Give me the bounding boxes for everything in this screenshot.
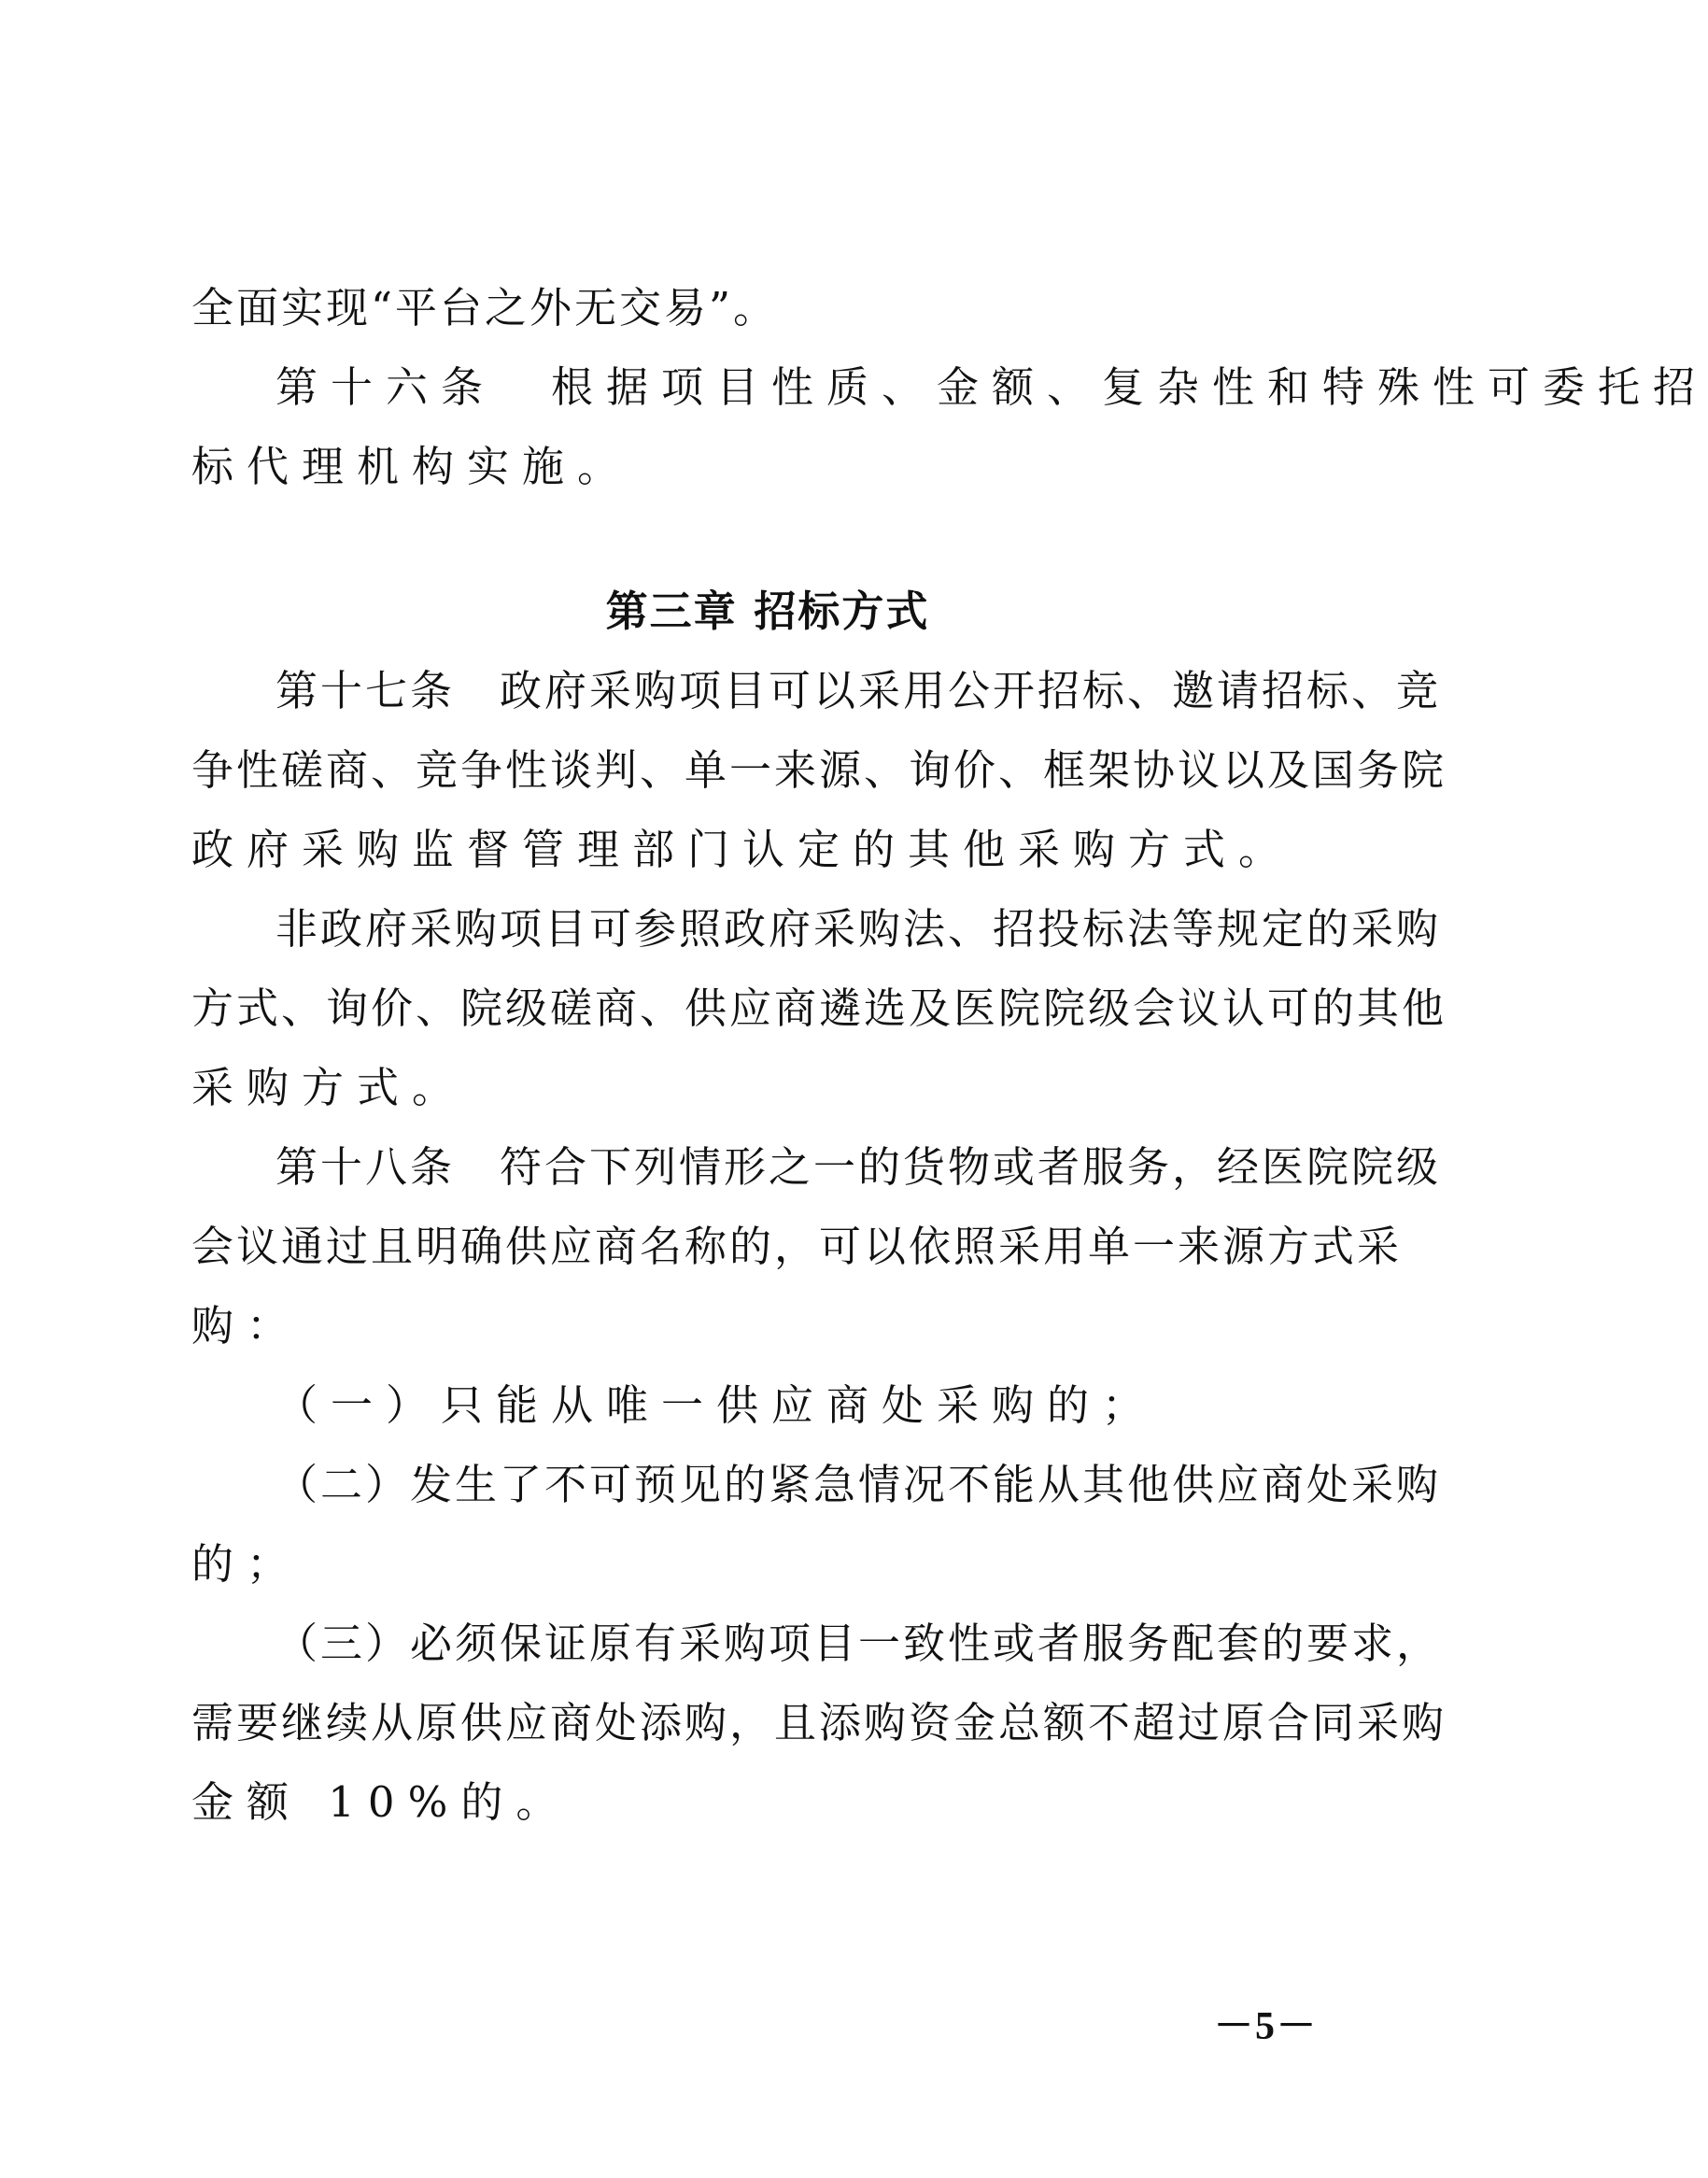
paragraph-line: 非政府采购项目可参照政府采购法、招投标法等规定的采购	[275, 904, 1442, 954]
list-item-3: （三）必须保证原有采购项目一致性或者服务配套的要求，	[275, 1619, 1442, 1668]
text-line: 争性磋商、竞争性谈判、单一来源、询价、框架协议以及国务院	[191, 745, 1447, 795]
text-line: 金额 10%的。	[191, 1777, 572, 1827]
article-16-heading-line: 第十六条 根据项目性质、金额、复杂性和特殊性可委托招	[275, 362, 1708, 412]
list-item-2: （二）发生了不可预见的紧急情况不能从其他供应商处采购	[275, 1460, 1442, 1509]
text-line: 需要继续从原供应商处添购，且添购资金总额不超过原合同采购	[191, 1698, 1447, 1747]
article-18-heading-line: 第十八条 符合下列情形之一的货物或者服务，经医院院级	[275, 1142, 1442, 1192]
list-item-1: （一）只能从唯一供应商处采购的；	[275, 1380, 1158, 1430]
text-line: 方式、询价、院级磋商、供应商遴选及医院院级会议认可的其他	[191, 983, 1447, 1033]
article-17-heading-line: 第十七条 政府采购项目可以采用公开招标、邀请招标、竞	[275, 666, 1442, 715]
text-line: 全面实现“平台之外无交易”。	[191, 283, 779, 332]
text-line: 购：	[191, 1301, 303, 1351]
chapter-heading: 第三章 招标方式	[605, 587, 930, 636]
text-line: 会议通过且明确供应商名称的，可以依照采用单一来源方式采	[191, 1222, 1403, 1271]
text-line: 标代理机构实施。	[191, 442, 633, 491]
page-number: －5－	[1214, 2005, 1319, 2048]
text-line: 采购方式。	[191, 1063, 468, 1112]
text-line: 政府采购监督管理部门认定的其他采购方式。	[191, 825, 1294, 874]
text-line: 的；	[191, 1539, 303, 1589]
